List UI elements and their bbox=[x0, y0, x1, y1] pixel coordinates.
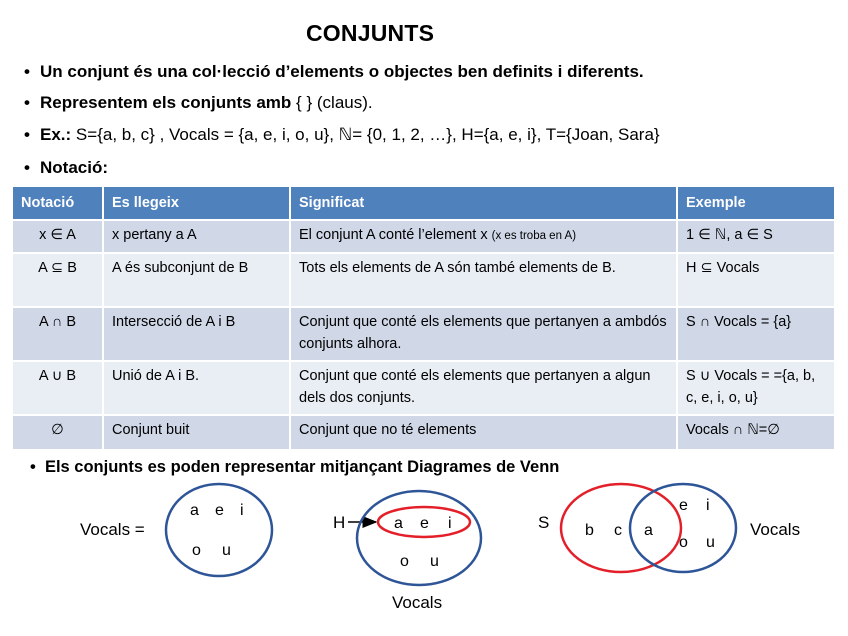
table-row bbox=[13, 307, 835, 361]
cell-meaning: Conjunt que conté els elements que pertanyen a algun dels dos conjunts. bbox=[290, 361, 677, 415]
notation-label: Notació: bbox=[40, 158, 108, 177]
s-label: S bbox=[538, 513, 550, 532]
element-e: e bbox=[215, 502, 224, 519]
element-o: o bbox=[192, 542, 201, 559]
bullet-notation bbox=[24, 158, 108, 178]
bullet-text: Un conjunt és una col·lecció d’elements o objectes ben definits i diferents. bbox=[40, 62, 644, 81]
element-a: a bbox=[394, 515, 403, 532]
cell-meaning bbox=[290, 220, 677, 253]
example-text: S ∪ Vocals = ={a, b, c, e, i, o, u} bbox=[686, 368, 816, 406]
element-o: o bbox=[400, 553, 409, 570]
bullet-dot: • bbox=[30, 458, 45, 476]
bullet-dot: • bbox=[24, 158, 30, 177]
table-header-row bbox=[13, 187, 835, 220]
meaning-text: El conjunt A conté l’element x bbox=[299, 227, 488, 243]
bullet-text: Representem els conjunts amb bbox=[40, 93, 292, 112]
element-c: c bbox=[614, 522, 622, 539]
cell-reads: Intersecció de A i B bbox=[103, 307, 290, 361]
examples-text: S={a, b, c} , Vocals = {a, e, i, o, u}, ℕ= {0, 1, 2, …}, H={a, e, i}, T={Joan, Sara} bbox=[75, 125, 660, 144]
cell-meaning: Conjunt que no té elements bbox=[290, 415, 677, 449]
venn-diagrams bbox=[0, 470, 848, 636]
element-o: o bbox=[679, 534, 688, 551]
venn-subset-diagram bbox=[333, 491, 481, 612]
element-u: u bbox=[706, 534, 715, 551]
cell-example: H ⊆ Vocals bbox=[677, 253, 835, 307]
header-notation: Notació bbox=[13, 187, 103, 220]
venn-vocals-diagram bbox=[80, 484, 272, 576]
bullet-examples bbox=[24, 125, 660, 145]
header-reads: Es llegeix bbox=[103, 187, 290, 220]
bullet-dot: • bbox=[24, 62, 30, 81]
venn-intersection-diagram bbox=[538, 484, 800, 572]
header-example: Exemple bbox=[677, 187, 835, 220]
table-row bbox=[13, 361, 835, 415]
bullet-definition bbox=[24, 62, 644, 82]
header-meaning: Significat bbox=[290, 187, 677, 220]
cell-meaning: Conjunt que conté els elements que pertanyen a ambdós conjunts alhora. bbox=[290, 307, 677, 361]
vocals-bottom-label: Vocals bbox=[392, 593, 443, 612]
cell-notation: ∅ bbox=[13, 415, 103, 449]
cell-example bbox=[677, 361, 835, 415]
element-a: a bbox=[644, 522, 653, 539]
cell-reads: x pertany a A bbox=[103, 220, 290, 253]
table-row bbox=[13, 415, 835, 449]
notation-table bbox=[13, 187, 836, 449]
bullet-dot: • bbox=[24, 93, 30, 112]
h-label: H bbox=[333, 513, 346, 532]
bullet-text-end: (claus). bbox=[316, 93, 373, 112]
table-row bbox=[13, 253, 835, 307]
element-b: b bbox=[585, 522, 594, 539]
vocals-label: Vocals bbox=[750, 520, 801, 539]
element-i: i bbox=[448, 515, 452, 532]
cell-notation: A ∩ B bbox=[13, 307, 103, 361]
cell-notation: x ∈ A bbox=[13, 220, 103, 253]
cell-meaning: Tots els elements de A són també elements de B. bbox=[290, 253, 677, 307]
element-i: i bbox=[706, 497, 710, 514]
venn-caption-text: Els conjunts es poden representar mitjançant Diagrames de Venn bbox=[44, 458, 560, 476]
table-row bbox=[13, 220, 835, 253]
vocals-equals-label: Vocals = bbox=[80, 520, 145, 539]
meaning-note: (x es troba en A) bbox=[491, 230, 577, 242]
element-e: e bbox=[679, 497, 688, 514]
element-e: e bbox=[420, 515, 429, 532]
cell-reads: Conjunt buit bbox=[103, 415, 290, 449]
element-u: u bbox=[430, 553, 439, 570]
bullet-representation bbox=[24, 93, 373, 113]
page-title: CONJUNTS bbox=[306, 20, 435, 46]
cell-notation: A ⊆ B bbox=[13, 253, 103, 307]
vocals-set-ellipse bbox=[166, 484, 272, 576]
braces-symbol: { } bbox=[296, 93, 313, 112]
bullet-dot: • bbox=[24, 125, 30, 144]
element-i: i bbox=[240, 502, 244, 519]
cell-reads: A és subconjunt de B bbox=[103, 253, 290, 307]
examples-label: Ex.: bbox=[40, 125, 72, 144]
cell-example: 1 ∈ ℕ, a ∈ S bbox=[677, 220, 835, 253]
element-a: a bbox=[190, 502, 199, 519]
cell-example: S ∩ Vocals = {a} bbox=[677, 307, 835, 361]
cell-reads: Unió de A i B. bbox=[103, 361, 290, 415]
element-u: u bbox=[222, 542, 231, 559]
cell-notation: A ∪ B bbox=[13, 361, 103, 415]
cell-example: Vocals ∩ ℕ=∅ bbox=[677, 415, 835, 449]
